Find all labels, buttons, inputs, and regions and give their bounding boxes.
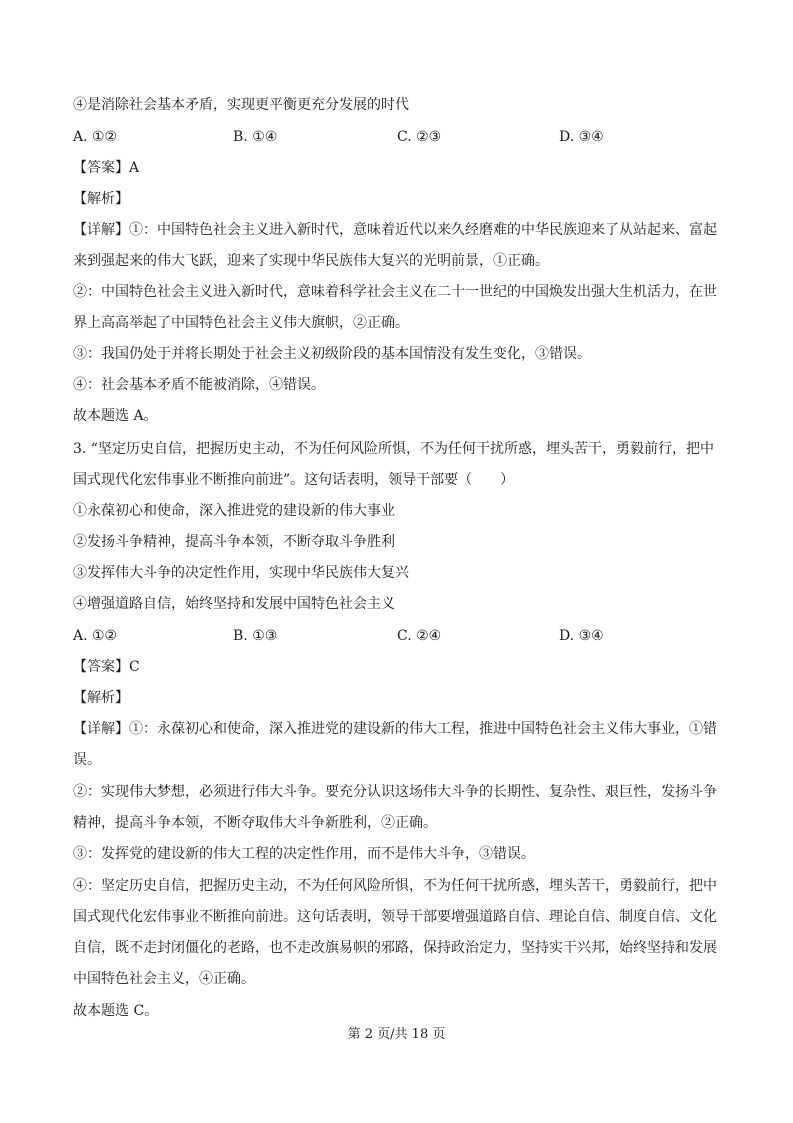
q2-detail-line-2: 来到强起来的伟大飞跃，迎来了实现中华民族伟大复兴的光明前景，①正确。 <box>73 253 549 269</box>
q3-option-b: B. ①③ <box>233 628 278 644</box>
q2-detail-line-6: ④：社会基本矛盾不能被消除，④错误。 <box>73 377 325 393</box>
q2-detail-line-4: 界上高高举起了中国特色社会主义伟大旗帜，②正确。 <box>73 315 409 331</box>
q3-statement-1: ①永葆初心和使命，深入推进党的建设新的伟大事业 <box>73 503 395 519</box>
page-footer: 第 2 页/共 18 页 <box>347 1027 446 1042</box>
q2-option-b: B. ①④ <box>233 129 278 145</box>
q2-conclusion: 故本题选 A。 <box>73 408 158 424</box>
q3-conclusion: 故本题选 C。 <box>73 1003 159 1019</box>
q3-statement-4: ④增强道路自信，始终坚持和发展中国特色社会主义 <box>73 596 395 612</box>
q2-option-d: D. ③④ <box>559 129 604 145</box>
q3-stem-line-1: 3. “坚定历史自信，把握历史主动，不为任何风险所惧，不为任何干扰所惑，埋头苦干，勇毅前行，把中 <box>73 441 714 457</box>
q2-analysis-heading: 【解析】 <box>73 191 129 207</box>
q2-detail-line-5: ③：我国仍处于并将长期处于社会主义初级阶段的基本国情没有发生变化，③错误。 <box>73 346 591 362</box>
q2-statement-4: ④是消除社会基本矛盾，实现更平衡更充分发展的时代 <box>73 97 409 113</box>
q3-detail-line-3: ②：实现伟大梦想，必须进行伟大斗争。要充分认识这场伟大斗争的长期性、复杂性、艰巨性，发扬斗争 <box>73 784 717 800</box>
q3-detail-line-7: 国式现代化宏伟事业不断推向前进。这句话表明，领导干部要增强道路自信、理论自信、制度自信、文化 <box>73 909 717 925</box>
q3-detail-line-5: ③：发挥党的建设新的伟大工程的决定性作用，而不是伟大斗争，③错误。 <box>73 846 535 862</box>
q2-option-c: C. ②③ <box>397 129 442 145</box>
q3-detail-line-6: ④：坚定历史自信，把握历史主动，不为任何风险所惧，不为任何干扰所惑，埋头苦干，勇毅前行，把中 <box>73 878 717 894</box>
q3-detail-line-1: 【详解】①：永葆初心和使命，深入推进党的建设新的伟大工程，推进中国特色社会主义伟大事业，①错 <box>73 721 717 737</box>
q3-option-d: D. ③④ <box>559 628 604 644</box>
q3-detail-line-9: 中国特色社会主义，④正确。 <box>73 971 255 987</box>
q3-analysis-heading: 【解析】 <box>73 690 129 706</box>
q2-detail-line-3: ②：中国特色社会主义进入新时代，意味着科学社会主义在二十一世纪的中国焕发出强大生机活力，在世 <box>73 284 717 300</box>
q3-detail-line-8: 自信，既不走封闭僵化的老路，也不走改旗易帜的邪路，保持政治定力，坚持实干兴邦，始终坚持和发展 <box>73 940 717 956</box>
q3-detail-line-2: 误。 <box>73 752 101 768</box>
q3-statement-2: ②发扬斗争精神，提高斗争本领，不断夺取斗争胜利 <box>73 534 395 550</box>
q3-option-c: C. ②④ <box>397 628 442 644</box>
q3-option-a: A. ①② <box>73 628 118 644</box>
q2-option-a: A. ①② <box>73 129 118 145</box>
q3-detail-line-4: 精神，提高斗争本领，不断夺取伟大斗争新胜利，②正确。 <box>73 815 437 831</box>
q2-detail-line-1: 【详解】①：中国特色社会主义进入新时代，意味着近代以来久经磨难的中华民族迎来了从站起来、富起 <box>73 222 717 238</box>
q3-answer: 【答案】C <box>73 659 140 675</box>
q3-stem-line-2: 国式现代化宏伟事业不断推向前进”。这句话表明，领导干部要（ ） <box>73 472 515 488</box>
q2-answer: 【答案】A <box>73 160 140 176</box>
q3-statement-3: ③发挥伟大斗争的决定性作用，实现中华民族伟大复兴 <box>73 565 409 581</box>
